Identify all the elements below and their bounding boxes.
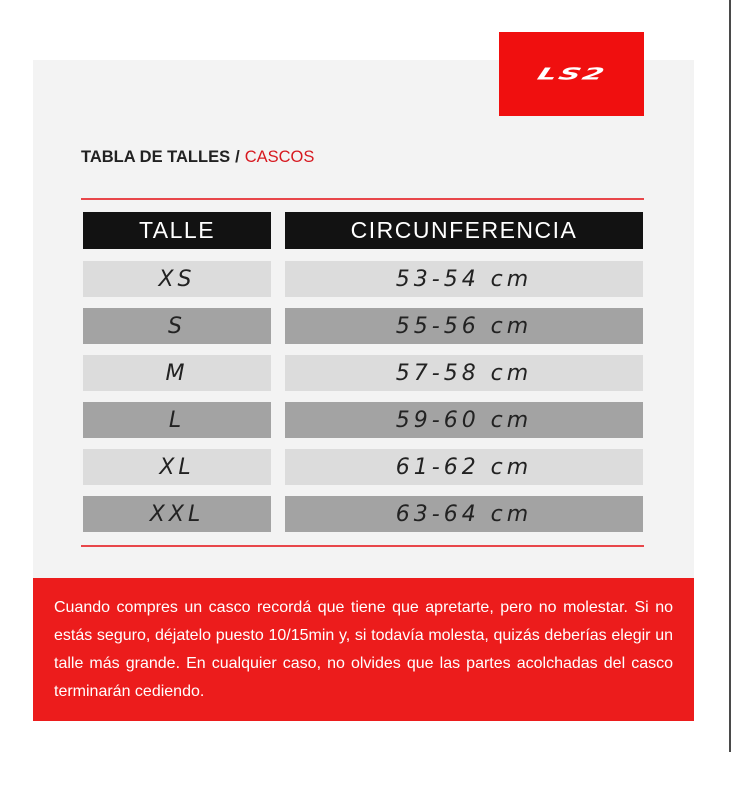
size-cell: M [83,355,271,391]
size-cell: S [83,308,271,344]
logo-text: LS2 [534,64,609,84]
title-text: TABLA DE TALLES [81,148,231,166]
title-separator: / [235,148,240,166]
column-header-size: TALLE [83,212,271,249]
column-header-circumference: CIRCUNFERENCIA [285,212,643,249]
page-title [81,146,314,168]
circumference-cell: 53-54 cm [285,261,643,297]
circumference-cell: 57-58 cm [285,355,643,391]
fit-advice-text: Cuando compres un casco recordá que tiene que apretarte, pero no molestar. Si no estás seguro, déjatelo puesto 10/15min y, si todavía molesta, quizás deberías elegir un talle más grande. En cualquier caso, no olvides que las partes acolchadas del casco terminarán cediendo. [54,599,673,700]
size-cell: XS [83,261,271,297]
circumference-cell: 61-62 cm [285,449,643,485]
size-cell: XXL [83,496,271,532]
circumference-cell: 63-64 cm [285,496,643,532]
circumference-cell: 55-56 cm [285,308,643,344]
size-cell: L [83,402,271,438]
circumference-cell: 59-60 cm [285,402,643,438]
divider-top [81,198,644,200]
title-category: CASCOS [244,148,315,166]
divider-bottom [81,545,644,547]
fit-advice-banner [33,578,694,721]
size-cell: XL [83,449,271,485]
screen-edge [729,0,731,752]
ls2-logo [499,32,644,116]
